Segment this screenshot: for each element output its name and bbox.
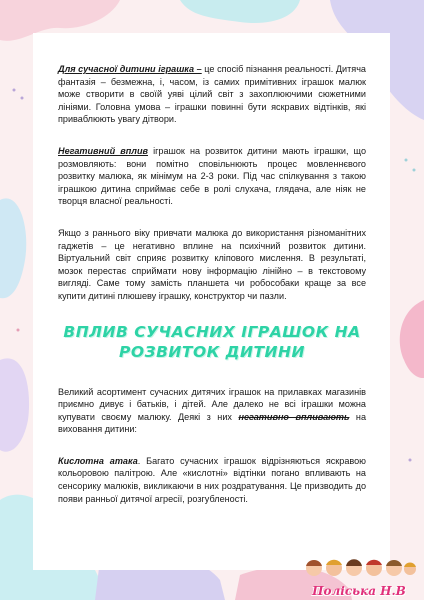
paragraph-assortment bbox=[58, 386, 366, 436]
paragraph-negative-impact bbox=[58, 145, 366, 208]
author-signature bbox=[300, 556, 418, 598]
section-heading-line1: ВПЛИВ СУЧАСНИХ ІГРАШОК НА bbox=[63, 322, 361, 341]
paragraph-intro-lead: Для сучасної дитини іграшка – bbox=[58, 64, 202, 74]
blob-left-purple bbox=[0, 358, 29, 451]
children-illustration bbox=[300, 556, 418, 580]
paragraph-acid-attack bbox=[58, 455, 366, 505]
paragraph-negative-impact-lead: Негативний вплив bbox=[58, 145, 148, 156]
blob-top-center bbox=[180, 0, 300, 23]
section-heading-line2: РОЗВИТОК ДИТИНИ bbox=[119, 342, 305, 361]
signature-text: Поліська Н.В bbox=[312, 584, 406, 598]
paragraph-assortment-before: Великий асортимент сучасних дитячих іграшок на прилавках магазинів приємно дивує і батьків, і дітей. Але далеко не всі іграшки можна купувати своєму малюку. Деякі з них bbox=[58, 386, 366, 422]
blob-left-blue bbox=[0, 198, 26, 298]
paragraph-intro bbox=[58, 63, 366, 126]
content-card bbox=[33, 33, 390, 570]
paragraph-assortment-strike: негативно впливають bbox=[238, 411, 350, 422]
paragraph-acid-attack-lead: Кислотна атака bbox=[58, 455, 138, 466]
paragraph-intro-text: це спосіб пізнання реальності. Дитяча фантазія – безмежна, і, часом, із самих примітивних іграшок малюк може створити в своїй уяві цілий світ з захоплюючими сюжетними лініями. Головна умова – іграшки повинні бути яскравих відтінків, які приваблюють увагу дітвори. bbox=[58, 64, 366, 125]
blob-right-pink bbox=[400, 300, 424, 378]
section-heading bbox=[58, 322, 366, 362]
paragraph-negative-impact-text: іграшок на розвиток дитини мають іграшки, що розмовляють: вони помітно сповільнюють процес мовленнєвого розвитку малюка, як мінімум на 2-3 роки. Під час спілкування з такою іграшкою дитина сприймає себе в ролі слухача, глядача, але ніяк не творця власної реальності. bbox=[58, 145, 366, 207]
paragraph-assortment-after: на виховання дитини: bbox=[58, 411, 367, 435]
paragraph-gadgets: Якщо з раннього віку привчати малюка до використання різноманітних гаджетів – це негативно вплине на психічний розвиток дитини. Віртуальний світ сприяє розвитку кліпового мислення. В результаті, мозок перестає сприймати нову інформацію лінійно – в текстовому вигляді. Саме тому замість планшета чи робособаки краще за все купити дитині плюшеву іграшку, конструктор чи пазли. bbox=[58, 227, 366, 301]
paragraph-acid-attack-text: . Багато сучасних іграшок відрізняються яскравою кольоровою палітрою. Але «кислотні» відтінки погано впливають на сенсорику малюків, викликаючи в них роздратування. Це призводить до появи ранньої дитячої агресії, розгубленості. bbox=[58, 455, 367, 504]
